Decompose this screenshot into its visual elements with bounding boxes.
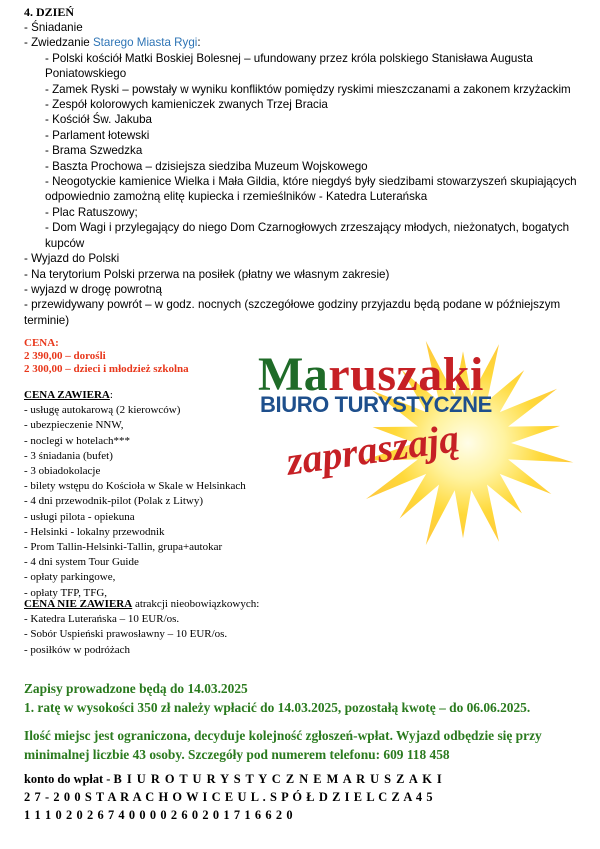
included-item: - 4 dni system Tour Guide [24,556,139,569]
logo-title: Maruszaki [258,348,484,401]
price-section [24,337,189,376]
included-section: CENA ZAWIERA: - usługę autokarową (2 kierowców) - ubezpieczenie NNW, - noclegi w hotelach*** - 3 śniadania (bufet) - 3 obiadokolacje - bilety wstępu do Kościoła w Skale w Helsinkach - 4 dni przewodnik-pilot (Polak z Litwy) - usługi pilota - opiekuna - Helsinki - lokalny przewodnik - Prom Tallin-Helsinki-Tallin, grupa+autokar - 4 dni system Tour Guide - opłaty parkingowe, - opłaty TFP, TFG, [24,388,246,601]
included-item: - Helsinki - lokalny przewodnik [24,525,165,538]
price-header: CENA: [24,337,59,349]
seats-notice: Ilość miejsc jest ograniczona, decyduje kolejność zgłoszeń-wpłat. Wyjazd odbędzie się przy minimalnej liczbie 43 osoby. Szczegóły pod numerem telefonu: 609 118 458 [24,728,542,762]
itinerary-item: - Wyjazd do Polski [24,252,120,266]
included-item: - 3 śniadania (bufet) [24,449,113,462]
included-item: - bilety wstępu do Kościoła w Skale w Helsinkach [24,480,246,493]
itinerary-subitem: - Baszta Prochowa – dzisiejsza siedziba Muzeum Wojskowego [45,159,368,173]
itinerary-subitem: - Neogotyckie kamienice Wielka i Mała Gildia, które niegdyś były siedzibami stowarzyszeń skupiających odpowiednio zamożną elitę kupiecka i rzemieślników - Katedra Luterańska [45,175,577,204]
included-item: - usługę autokarową (2 kierowców) [24,404,181,417]
logo-subtitle: BIURO TURYSTYCZNE [260,392,492,417]
itinerary-item: - Śniadanie [24,21,83,34]
included-item: - noclegi w hotelach*** [24,434,130,447]
itinerary-subitem: - Dom Wagi i przylegający do niego Dom Czarnogłowych zrzeszający młodych, nieżonatych, bogatych kupców [45,221,570,250]
included-item: - opłaty TFP, TFG, [24,586,108,599]
included-item: - usługi pilota - opiekuna [24,510,135,523]
installment-info: 1. ratę w wysokości 350 zł należy wpłacić do 14.03.2025, pozostałą kwotę – do 06.06.2025. [24,700,531,715]
account-address: 2 7 - 2 0 0 S T A R A C H O W I C E U L . S P Ó Ł D Z I E L C Z A 4 5 [24,790,434,804]
notice-block [24,726,594,764]
excluded-item: - Katedra Luterańska – 10 EUR/os. [24,613,180,626]
registration-block [24,679,594,717]
company-logo [258,328,588,558]
price-children: 2 300,00 – dzieci i młodzież szkolna [24,363,189,375]
excluded-item: - posiłków w podróżach [24,643,131,656]
itinerary-item: - przewidywany powrót – w godz. nocnych (szczegółowe godziny przyjazdu będą podane w późniejszym terminie) [24,298,561,327]
itinerary-subitem: - Kościół Św. Jakuba [45,113,152,127]
account-label: konto do wpłat - [24,772,114,786]
account-name: B I U R O T U R Y S T Y C Z N E M A R U S Z A K I [113,772,443,786]
included-item: - 4 dni przewodnik-pilot (Polak z Litwy) [24,495,204,508]
day-title: 4. DZIEŃ [24,5,75,19]
itinerary-subitem: - Polski kościół Matki Boskiej Bolesnej – ufundowany przez króla polskiego Stanisława Augusta Poniatowskiego [45,51,533,81]
included-item: - Prom Tallin-Helsinki-Tallin, grupa+autokar [24,541,223,554]
riga-old-town-link[interactable]: Starego Miasta Rygi [92,36,198,50]
itinerary-list [24,20,584,328]
itinerary-subitem: - Zamek Ryski – powstały w wyniku konfliktów pomiędzy ryskimi mieszczanami a zakonem krzyżackim [45,82,571,96]
excluded-item: - Sobór Uspieński prawosławny – 10 EUR/os. [24,628,228,641]
itinerary-subitem: - Zespół kolorowych kamieniczek zwanych Trzej Bracia [45,98,328,112]
itinerary-subitem: - Plac Ratuszowy; [45,205,138,219]
itinerary-subitem: - Brama Szwedzka [45,144,143,158]
registration-deadline: Zapisy prowadzone będą do 14.03.2025 [24,681,248,696]
excluded-section: CENA NIE ZAWIERA atrakcji nieobowiązkowych: - Katedra Luterańska – 10 EUR/os. - Sobór Uspieński prawosławny – 10 EUR/os. - posiłków w podróżach [24,597,259,658]
included-item: - ubezpieczenie NNW, [24,419,124,432]
account-number: 1 1 1 0 2 0 2 6 7 4 0 0 0 0 2 6 0 2 0 1 7 1 6 6 2 0 [24,808,294,822]
itinerary-item: - wyjazd w drogę powrotną [24,282,162,296]
logo-script: zapraszają [283,415,462,484]
included-header: CENA ZAWIERA [24,389,110,401]
included-item: - 3 obiadokolacje [24,465,101,478]
price-adults: 2 390,00 – dorośli [24,350,106,362]
account-block [24,770,443,824]
itinerary-item: - Na terytorium Polski przerwa na posiłek (płatny we własnym zakresie) [24,267,390,281]
itinerary-item: - Zwiedzanie Starego Miasta Rygi: [24,36,201,50]
included-item: - opłaty parkingowe, [24,571,116,584]
itinerary-subitem: - Parlament łotewski [45,128,150,142]
excluded-header: CENA NIE ZAWIERA [24,598,133,610]
